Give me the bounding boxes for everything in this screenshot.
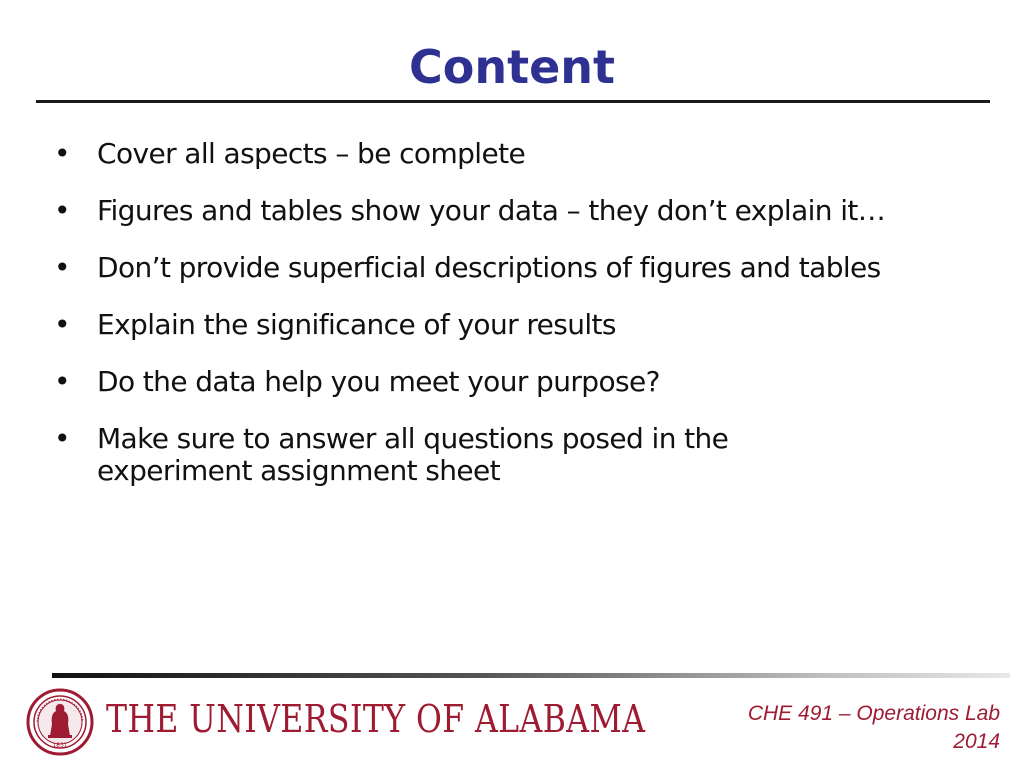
bullet-dot: • bbox=[54, 308, 70, 341]
bullet-dot: • bbox=[54, 365, 70, 398]
bullet-item bbox=[40, 191, 1000, 231]
bullet-text-line-2: experiment assignment sheet bbox=[97, 454, 501, 487]
bullet-dot: • bbox=[54, 194, 70, 227]
bullet-item bbox=[40, 248, 1000, 288]
bullet-text: Figures and tables show your data – they don’t explain it… bbox=[97, 194, 886, 227]
bullet-text-line-1: Make sure to answer all questions posed in the bbox=[97, 422, 729, 455]
bullet-text: Do the data help you meet your purpose? bbox=[97, 365, 660, 398]
bullet-text: Cover all aspects – be complete bbox=[97, 137, 526, 170]
bullet-dot: • bbox=[54, 251, 70, 284]
bullet-item bbox=[40, 305, 1000, 345]
university-seal-icon bbox=[26, 688, 94, 756]
footer-divider bbox=[52, 673, 1010, 678]
bullet-dot: • bbox=[54, 137, 70, 170]
course-name: CHE 491 – Operations Lab bbox=[747, 702, 1000, 725]
course-label bbox=[748, 700, 1000, 756]
bullet-text: Explain the significance of your results bbox=[97, 308, 616, 341]
bullet-item bbox=[40, 362, 1000, 402]
bullet-item bbox=[40, 134, 1000, 174]
bullet-item bbox=[40, 419, 1000, 491]
slide-title: Content bbox=[408, 40, 616, 94]
bullet-text: Don’t provide superficial descriptions of figures and tables bbox=[97, 251, 881, 284]
title-divider bbox=[36, 100, 990, 103]
seal-year: 1831 bbox=[52, 742, 68, 749]
university-wordmark: THE UNIVERSITY OF ALABAMA bbox=[106, 697, 646, 741]
course-year: 2014 bbox=[953, 730, 1000, 753]
bullet-dot: • bbox=[54, 422, 70, 455]
bullet-list bbox=[40, 134, 1000, 508]
